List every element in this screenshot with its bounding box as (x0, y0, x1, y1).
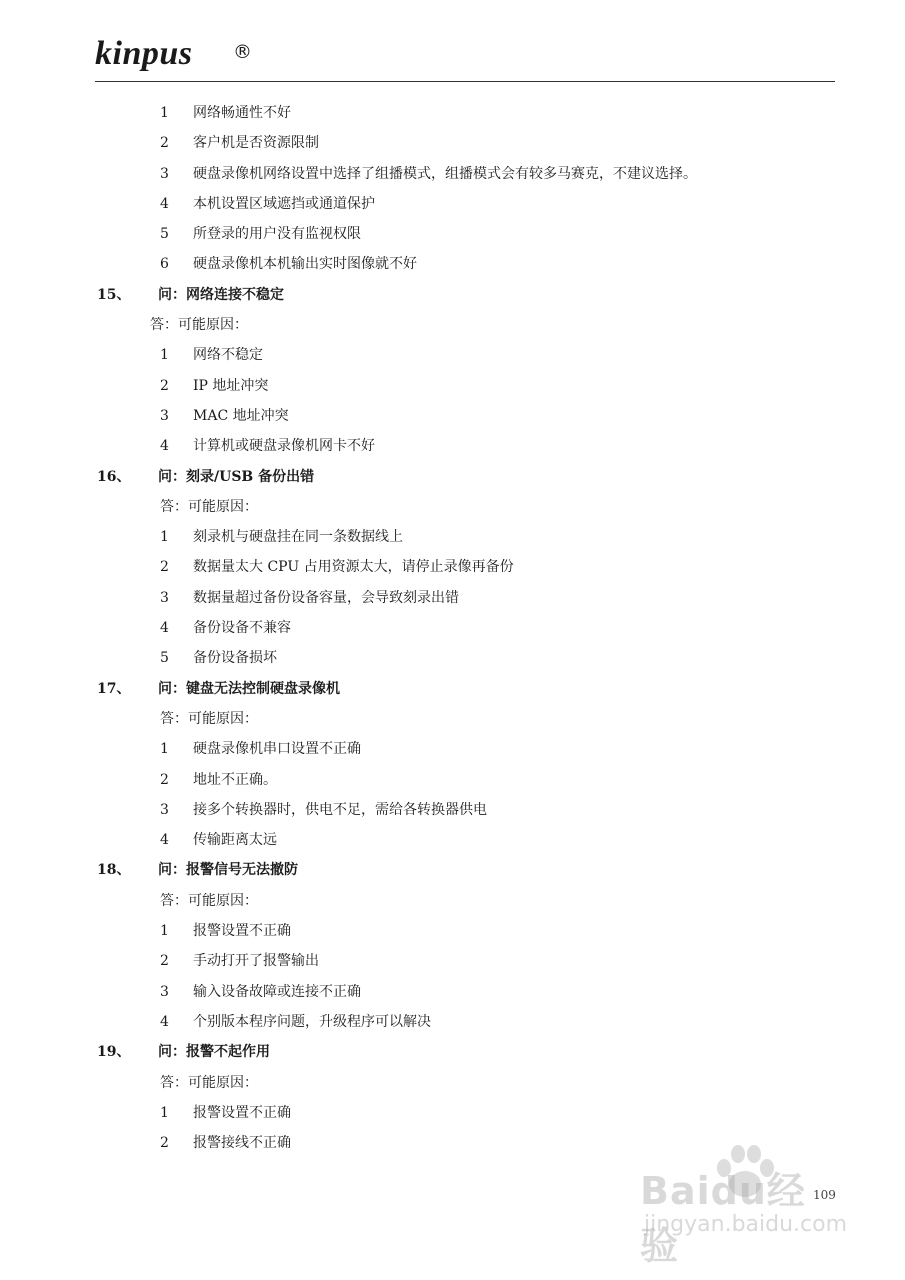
item-text: 计算机或硬盘录像机网卡不好 (193, 438, 375, 455)
item-text: 报警接线不正确 (193, 1135, 291, 1152)
item-text: 数据量超过备份设备容量，会导致刻录出错 (193, 589, 459, 606)
list-item (0, 189, 905, 219)
answer-text: 答：可能原因： (160, 710, 258, 727)
item-number: 1 (160, 741, 169, 758)
answer-intro (0, 704, 905, 734)
item-text: MAC 地址冲突 (193, 407, 289, 424)
list-item (0, 340, 905, 370)
item-text: 刻录机与硬盘挂在同一条数据线上 (193, 529, 403, 546)
page-header (0, 0, 905, 90)
item-number: 5 (160, 226, 169, 243)
item-text: 个别版本程序问题，升级程序可以解决 (193, 1013, 431, 1030)
item-number: 1 (160, 923, 169, 940)
question-number: 15、 (97, 286, 131, 303)
question-text: 问：报警不起作用 (158, 1044, 270, 1061)
answer-intro (0, 310, 905, 340)
list-item (0, 977, 905, 1007)
list-item (0, 431, 905, 461)
item-text: 手动打开了报警输出 (193, 953, 319, 970)
question-heading (0, 1037, 905, 1067)
item-number: 2 (160, 135, 169, 152)
list-item (0, 98, 905, 128)
item-number: 2 (160, 953, 169, 970)
item-text: IP 地址冲突 (193, 377, 269, 394)
question-number: 16、 (97, 468, 131, 485)
header-divider (95, 81, 835, 82)
question-heading (0, 280, 905, 310)
answer-text: 答：可能原因： (160, 1074, 258, 1091)
item-text: 网络畅通性不好 (193, 105, 291, 121)
kinpus-logo: kinpus (95, 35, 193, 72)
answer-text: 答：可能原因： (160, 892, 258, 909)
item-number: 4 (160, 620, 169, 637)
item-number: 3 (160, 589, 169, 606)
item-number: 4 (160, 832, 169, 849)
item-number: 3 (160, 801, 169, 818)
question-text: 问：网络连接不稳定 (158, 286, 284, 303)
list-item (0, 401, 905, 431)
list-item (0, 522, 905, 552)
item-number: 4 (160, 195, 169, 212)
item-number: 2 (160, 559, 169, 576)
item-text: 备份设备损坏 (193, 650, 277, 667)
list-item (0, 371, 905, 401)
list-item (0, 734, 905, 764)
item-number: 3 (160, 983, 169, 1000)
item-number: 1 (160, 1104, 169, 1121)
item-number: 2 (160, 1135, 169, 1152)
watermark-brand: Baidu经验 (640, 1169, 806, 1268)
list-item (0, 219, 905, 249)
item-number: 6 (160, 256, 169, 273)
question-number: 18、 (97, 862, 131, 879)
item-text: 备份设备不兼容 (193, 620, 291, 637)
item-number: 2 (160, 377, 169, 394)
document-body (0, 98, 905, 1158)
item-number: 3 (160, 407, 169, 424)
list-item (0, 249, 905, 279)
item-text: 硬盘录像机本机输出实时图像就不好 (193, 256, 417, 273)
list-item (0, 1007, 905, 1037)
question-number: 19、 (97, 1044, 131, 1061)
list-item (0, 159, 905, 189)
item-number: 4 (160, 1013, 169, 1030)
question-heading (0, 462, 905, 492)
answer-intro (0, 886, 905, 916)
list-item (0, 916, 905, 946)
list-item (0, 613, 905, 643)
item-number: 1 (160, 105, 169, 121)
item-text: 地址不正确。 (193, 771, 277, 788)
item-number: 1 (160, 347, 169, 364)
item-number: 2 (160, 771, 169, 788)
item-text: 接多个转换器时，供电不足，需给各转换器供电 (193, 801, 487, 818)
list-item (0, 825, 905, 855)
item-text: 数据量太大 CPU 占用资源太大，请停止录像再备份 (193, 559, 514, 576)
answer-text: 答：可能原因： (150, 317, 248, 334)
list-item (0, 795, 905, 825)
question-number: 17、 (97, 680, 131, 697)
item-number: 5 (160, 650, 169, 667)
item-text: 硬盘录像机串口设置不正确 (193, 741, 361, 758)
item-text: 客户机是否资源限制 (193, 135, 319, 152)
list-item (0, 1098, 905, 1128)
item-text: 输入设备故障或连接不正确 (193, 983, 361, 1000)
question-heading (0, 674, 905, 704)
baidu-watermark (640, 1160, 848, 1268)
page-number: 109 (813, 1188, 836, 1202)
question-text: 问：报警信号无法撤防 (158, 862, 298, 879)
item-text: 报警设置不正确 (193, 923, 291, 940)
item-text: 硬盘录像机网络设置中选择了组播模式，组播模式会有较多马赛克，不建议选择。 (193, 165, 697, 182)
question-text: 问：键盘无法控制硬盘录像机 (158, 680, 340, 697)
watermark-url: jingyan.baidu.com (644, 1212, 848, 1237)
item-number: 3 (160, 165, 169, 182)
question-text: 问：刻录/USB 备份出错 (158, 468, 315, 485)
list-item (0, 552, 905, 582)
item-text: 所登录的用户没有监视权限 (193, 226, 361, 243)
list-item (0, 128, 905, 158)
item-text: 本机设置区域遮挡或通道保护 (193, 195, 375, 212)
question-heading (0, 855, 905, 885)
list-item (0, 583, 905, 613)
item-number: 1 (160, 529, 169, 546)
list-item (0, 946, 905, 976)
item-number: 4 (160, 438, 169, 455)
registered-mark: ® (233, 41, 252, 63)
item-text: 报警设置不正确 (193, 1104, 291, 1121)
answer-intro (0, 492, 905, 522)
answer-text: 答：可能原因： (160, 498, 258, 515)
item-text: 传输距离太远 (193, 832, 277, 849)
answer-intro (0, 1068, 905, 1098)
list-item (0, 643, 905, 673)
list-item (0, 765, 905, 795)
item-text: 网络不稳定 (193, 347, 263, 364)
